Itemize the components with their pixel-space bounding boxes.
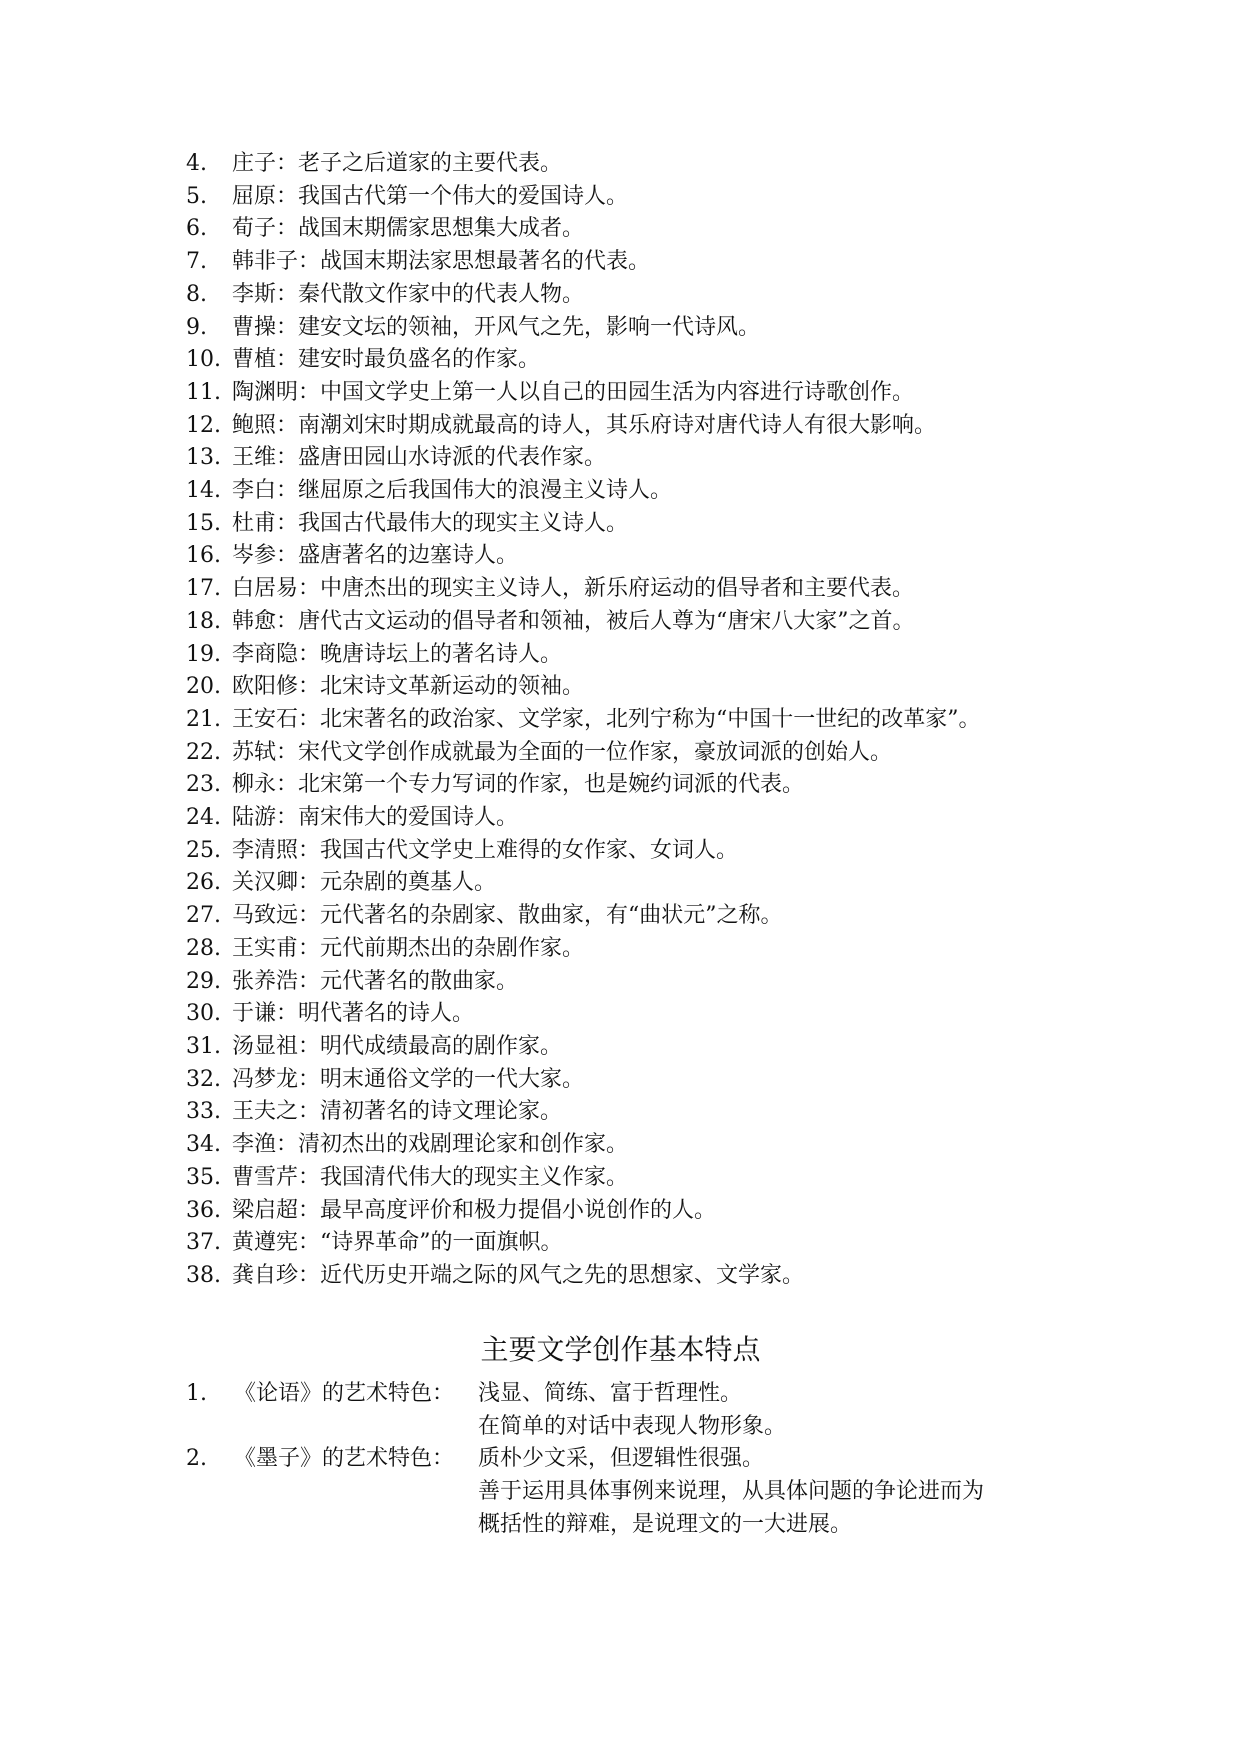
list-item [186, 442, 1066, 475]
item-text: 王维：盛唐田园山水诗派的代表作家。 [232, 445, 607, 471]
item-text: 李渔：清初杰出的戏剧理论家和创作家。 [232, 1132, 629, 1158]
list-item [186, 1064, 1066, 1097]
item-text: 李白：继屈原之后我国伟大的浪漫主义诗人。 [232, 478, 673, 504]
item-number: 17. [186, 576, 221, 602]
item-number: 11. [186, 379, 221, 405]
list-item [186, 704, 1066, 737]
item-text: 屈原：我国古代第一个伟大的爱国诗人。 [232, 183, 629, 209]
list-item [186, 1227, 1066, 1260]
description-line: 浅显、简练、富于哲理性。 [478, 1381, 743, 1406]
item-text: 曹植：建安时最负盛名的作家。 [232, 347, 541, 373]
item-number: 18. [186, 608, 221, 634]
description-line: 概括性的辩难，是说理文的一大进展。 [478, 1511, 853, 1537]
item-number: 36. [186, 1197, 221, 1223]
item-number: 13. [186, 445, 221, 471]
item-text: 白居易：中唐杰出的现实主义诗人，新乐府运动的倡导者和主要代表。 [232, 576, 915, 602]
description-line: 善于运用具体事例来说理，从具体问题的争论进而为 [478, 1479, 985, 1505]
item-text: 黄遵宪：“诗界革命”的一面旗帜。 [232, 1230, 563, 1256]
section-title: 主要文学创作基本特点 [480, 1333, 761, 1366]
item-text: 鲍照：南潮刘宋时期成就最高的诗人，其乐府诗对唐代诗人有很大影响。 [232, 412, 937, 438]
item-text: 庄子：老子之后道家的主要代表。 [232, 151, 563, 176]
item-number: 25. [186, 837, 221, 863]
item-text: 王实甫：元代前期杰出的杂剧作家。 [232, 935, 585, 961]
item-text: 柳永：北宋第一个专力写词的作家，也是婉约词派的代表。 [232, 772, 805, 798]
item-text: 荀子：战国末期儒家思想集大成者。 [232, 216, 585, 242]
item-number: 6. [186, 216, 207, 242]
item-text: 梁启超：最早高度评价和极力提倡小说创作的人。 [232, 1197, 717, 1223]
list-item [186, 966, 1066, 999]
item-number: 31. [186, 1033, 221, 1059]
feature-description [478, 1443, 1066, 1541]
item-text: 龚自珍：近代历史开端之际的风气之先的思想家、文学家。 [232, 1262, 805, 1288]
item-number: 28. [186, 935, 221, 961]
item-number: 19. [186, 641, 221, 667]
item-number: 16. [186, 543, 221, 569]
list-item [186, 1031, 1066, 1064]
item-number: 10. [186, 347, 221, 373]
item-text: 陆游：南宋伟大的爱国诗人。 [232, 805, 519, 831]
list-item [186, 1260, 1066, 1293]
list-item [186, 1129, 1066, 1162]
list-item [186, 606, 1066, 639]
item-number: 7. [186, 249, 207, 275]
list-item [186, 213, 1066, 246]
list-item [186, 181, 1066, 214]
item-number: 23. [186, 772, 221, 798]
item-number: 14. [186, 478, 221, 504]
list-item [186, 279, 1066, 312]
list-item [186, 769, 1066, 802]
item-number: 15. [186, 510, 221, 536]
list-item [186, 900, 1066, 933]
list-item [186, 933, 1066, 966]
item-number: 35. [186, 1164, 221, 1190]
item-number: 34. [186, 1132, 221, 1158]
item-number: 21. [186, 706, 221, 732]
feature-list [186, 1378, 1066, 1542]
list-item [186, 1378, 1066, 1443]
list-item [186, 377, 1066, 410]
list-item [186, 639, 1066, 672]
item-number: 8. [186, 281, 207, 307]
list-item [186, 867, 1066, 900]
item-text: 韩非子：战国末期法家思想最著名的代表。 [232, 249, 651, 275]
item-text: 曹雪芹：我国清代伟大的现实主义作家。 [232, 1164, 629, 1190]
list-item [186, 573, 1066, 606]
item-number: 12. [186, 412, 221, 438]
item-text: 曹操：建安文坛的领袖，开风气之先，影响一代诗风。 [232, 314, 761, 340]
list-item [186, 508, 1066, 541]
item-number: 37. [186, 1230, 221, 1256]
list-item [186, 475, 1066, 508]
list-item [186, 410, 1066, 443]
item-number: 24. [186, 805, 221, 831]
item-text: 王夫之：清初著名的诗文理论家。 [232, 1099, 563, 1125]
item-text: 李斯：秦代散文作家中的代表人物。 [232, 281, 585, 307]
list-item [186, 1096, 1066, 1129]
list-item [186, 1162, 1066, 1195]
author-list [186, 148, 1066, 1293]
item-number: 38. [186, 1262, 221, 1288]
list-item [186, 246, 1066, 279]
item-number: 32. [186, 1066, 221, 1092]
feature-name: 《论语》的艺术特色： [234, 1381, 455, 1406]
item-number: 20. [186, 674, 221, 700]
item-text: 岑参：盛唐著名的边塞诗人。 [232, 543, 519, 569]
item-text: 陶渊明：中国文学史上第一人以自己的田园生活为内容进行诗歌创作。 [232, 379, 915, 405]
item-number: 26. [186, 870, 221, 896]
list-item [186, 998, 1066, 1031]
item-number: 29. [186, 968, 221, 994]
feature-description [478, 1378, 1066, 1443]
description-line: 质朴少文采，但逻辑性很强。 [478, 1446, 765, 1472]
list-item [186, 802, 1066, 835]
list-item [186, 312, 1066, 345]
item-text: 欧阳修：北宋诗文革新运动的领袖。 [232, 674, 585, 700]
list-item [186, 835, 1066, 868]
item-number: 33. [186, 1099, 221, 1125]
description-line: 在简单的对话中表现人物形象。 [478, 1413, 787, 1439]
item-number: 22. [186, 739, 221, 765]
list-item [186, 344, 1066, 377]
item-text: 张养浩：元代著名的散曲家。 [232, 968, 519, 994]
item-text: 苏轼：宋代文学创作成就最为全面的一位作家，豪放词派的创始人。 [232, 739, 893, 765]
list-item [186, 1443, 1066, 1541]
list-item [186, 737, 1066, 770]
item-text: 李商隐：晚唐诗坛上的著名诗人。 [232, 641, 563, 667]
item-text: 于谦：明代著名的诗人。 [232, 1001, 475, 1027]
item-text: 李清照：我国古代文学史上难得的女作家、女词人。 [232, 837, 739, 863]
item-number: 30. [186, 1001, 221, 1027]
list-item [186, 1195, 1066, 1228]
item-number: 27. [186, 903, 221, 929]
feature-name: 《墨子》的艺术特色： [234, 1446, 455, 1472]
item-number: 9. [186, 314, 207, 340]
list-item [186, 671, 1066, 704]
item-text: 汤显祖：明代成绩最高的剧作家。 [232, 1033, 563, 1059]
item-text: 关汉卿：元杂剧的奠基人。 [232, 870, 497, 896]
item-number: 4. [186, 151, 207, 176]
item-text: 杜甫：我国古代最伟大的现实主义诗人。 [232, 510, 629, 536]
item-text: 韩愈：唐代古文运动的倡导者和领袖，被后人尊为“唐宋八大家”之首。 [232, 608, 915, 634]
item-number: 5. [186, 183, 207, 209]
list-item [186, 540, 1066, 573]
list-item [186, 148, 1066, 181]
item-number: 1. [186, 1381, 207, 1406]
item-text: 马致远：元代著名的杂剧家、散曲家，有“曲状元”之称。 [232, 903, 783, 929]
item-text: 王安石：北宋著名的政治家、文学家，北列宁称为“中国十一世纪的改革家”。 [232, 706, 981, 732]
item-text: 冯梦龙：明末通俗文学的一代大家。 [232, 1066, 585, 1092]
item-number: 2. [186, 1446, 207, 1472]
